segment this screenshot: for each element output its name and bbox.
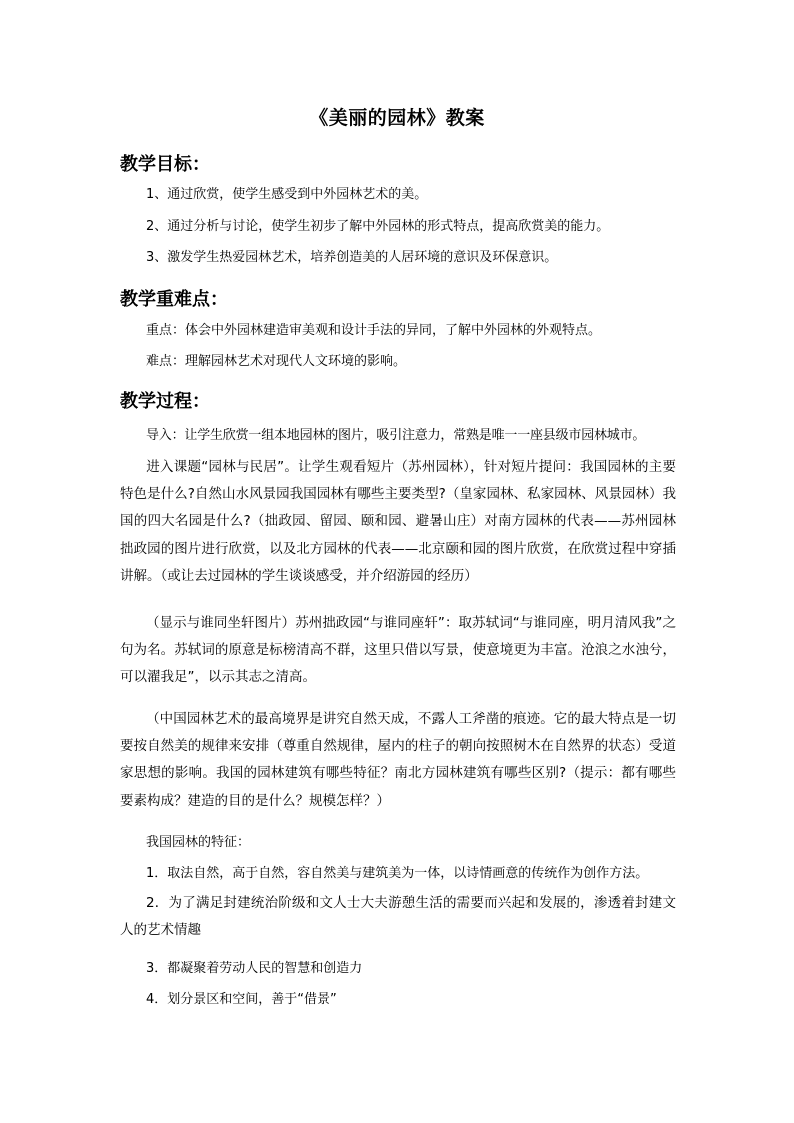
section-heading-goals: 教学目标：: [120, 154, 210, 175]
process-paragraph-1-text: 进入课题“园林与民居”。让学生观看短片（苏州园林），针对短片提问：我国园林的主要特色是什么?自然山水风景园我国园林有哪些主要类型?（皇家园林、私家园林、风景园林）我国的四大名园是什么?（拙政园、留园、颐和园、避暑山庄）对南方园林的代表——苏州园林拙政园的图片进行欣赏，以及北方园林的代表——北京颐和园的图片欣赏，在欣赏过程中穿插讲解。（或让去过园林的学生谈谈感受，并介绍游园的经历）: [120, 459, 676, 584]
section-heading-process: 教学过程：: [120, 391, 210, 412]
goal-item: 1、通过欣赏，使学生感受到中外园林艺术的美。: [146, 187, 428, 202]
feature-item-2-text: 2．为了满足封建统治阶级和文人士大夫游憩生活的需要而兴起和发展的，渗透着封建文人的艺术情趣: [120, 895, 676, 939]
feature-item: 1．取法自然，高于自然，容自然美与建筑美为一体，以诗情画意的传统作为创作方法。: [146, 866, 649, 881]
goal-item: 2、通过分析与讨论，使学生初步了解中外园林的形式特点，提高欣赏美的能力。: [146, 219, 610, 234]
goal-item: 3、激发学生热爱园林艺术，培养创造美的人居环境的意识及环保意识。: [146, 250, 558, 265]
process-paragraph-1: [120, 454, 676, 590]
features-intro: 我国园林的特征：: [146, 835, 251, 850]
key-point-item: 难点：理解园林艺术对现代人文环境的影响。: [146, 354, 407, 369]
process-paragraph-2: [120, 610, 676, 692]
feature-item: 3．都凝聚着劳动人民的智慧和创造力: [146, 961, 363, 976]
key-point-item: 重点：体会中外园林建造审美观和设计手法的异同，了解中外园林的外观特点。: [146, 323, 602, 338]
process-intro: 导入：让学生欣赏一组本地园林的图片，吸引注意力，常熟是唯一一座县级市园林城市。: [146, 428, 646, 443]
process-paragraph-3: [120, 706, 676, 815]
process-paragraph-3-text: （中国园林艺术的最高境界是讲究自然天成，不露人工斧凿的痕迹。它的最大特点是一切要按自然美的规律来安排（尊重自然规律，屋内的柱子的朝向按照树木在自然界的状态）受道家思想的影响。我国的园林建筑有哪些特征？南北方园林建筑有哪些区别?（提示：都有哪些要素构成？建造的目的是什么？规模怎样？）: [120, 711, 676, 809]
document-title: 《美丽的园林》教案: [309, 107, 485, 129]
feature-item: 4．划分景区和空间，善于“借景”: [146, 992, 337, 1007]
process-paragraph-2-text: （显示与谁同坐轩图片）苏州拙政园“与谁同座轩”：取苏轼词“与谁同座，明月清风我”之句为名。苏轼词的原意是标榜清高不群，这里只借以写景，使意境更为丰富。沧浪之水浊兮，可以濯我足”，以示其志之清高。: [120, 615, 676, 686]
section-heading-key-points: 教学重难点：: [120, 289, 228, 310]
feature-item-2: [120, 890, 676, 944]
